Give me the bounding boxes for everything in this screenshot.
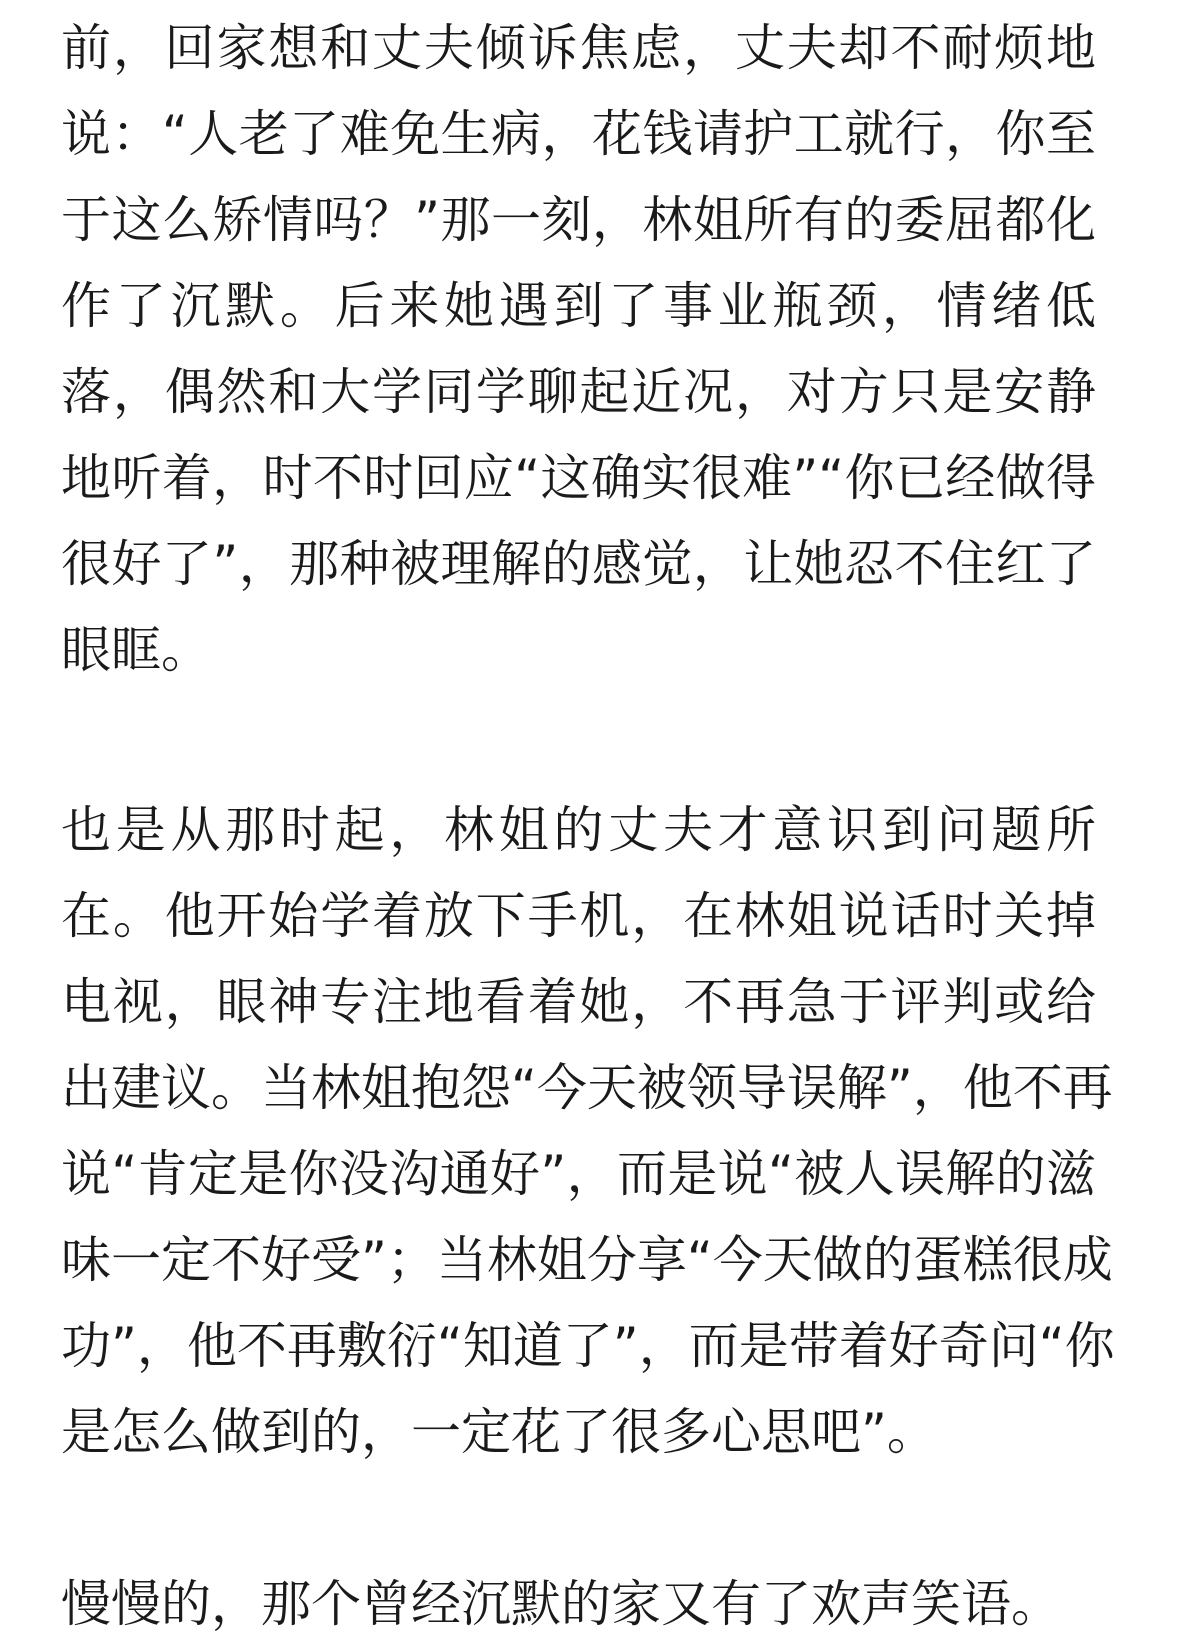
article-body	[61, 0, 1115, 1647]
text-line: 也是从那时起，林姐的丈夫才意识到问题所	[61, 801, 1096, 859]
text-line: 慢慢的，那个曾经沉默的家又有了欢声笑语。	[61, 1575, 1061, 1633]
text-line: 说：“人老了难免生病，花钱请护工就行，你至	[61, 105, 1096, 163]
text-line: 作了沉默。后来她遇到了事业瓶颈，情绪低	[61, 277, 1096, 335]
paragraph-spacer	[61, 1475, 1096, 1561]
paragraph-spacer	[61, 693, 1096, 787]
paragraph-1	[61, 5, 1096, 693]
text-line: 味一定不好受”；当林姐分享“今天做的蛋糕很成	[61, 1231, 1113, 1289]
paragraph-3	[61, 1561, 1096, 1647]
text-line: 出建议。当林姐抱怨“今天被领导误解”，他不再	[61, 1059, 1113, 1117]
text-line: 是怎么做到的，一定花了很多心思吧”。	[61, 1403, 937, 1461]
text-line: 电视，眼神专注地看着她，不再急于评判或给	[61, 973, 1096, 1031]
text-line: 地听着，时不时回应“这确实很难”“你已经做得	[61, 449, 1096, 507]
text-line: 于这么矫情吗？”那一刻，林姐所有的委屈都化	[61, 191, 1096, 249]
text-line: 功”，他不再敷衍“知道了”，而是带着好奇问“你	[61, 1317, 1115, 1375]
paragraph-2	[61, 787, 1115, 1475]
text-line: 很好了”，那种被理解的感觉，让她忍不住红了	[61, 535, 1096, 593]
text-line: 眼眶。	[61, 621, 211, 679]
text-line: 说“肯定是你没沟通好”，而是说“被人误解的滋	[61, 1145, 1096, 1203]
text-line: 落，偶然和大学同学聊起近况，对方只是安静	[61, 363, 1096, 421]
text-line: 在。他开始学着放下手机，在林姐说话时关掉	[61, 887, 1096, 945]
text-line: 前，回家想和丈夫倾诉焦虑，丈夫却不耐烦地	[61, 19, 1096, 77]
